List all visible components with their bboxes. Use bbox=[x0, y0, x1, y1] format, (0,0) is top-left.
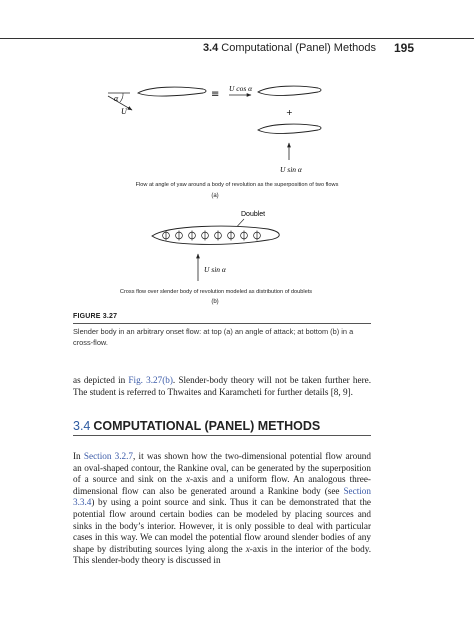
plus-sign: + bbox=[286, 108, 293, 117]
figure-3-27 bbox=[0, 70, 474, 310]
paragraph-text-3: -axis and a uniform flow. An analogous three-dimensional flow can also be generated around a Rankine body (see bbox=[73, 474, 371, 496]
paragraph-panel-methods bbox=[73, 451, 371, 567]
u-label: U bbox=[121, 107, 127, 116]
paragraph-continuation-text-1: as depicted in bbox=[73, 375, 129, 385]
panel-b-tag: (b) bbox=[211, 299, 219, 305]
paragraph-continuation bbox=[73, 375, 371, 398]
body-cross-flow bbox=[258, 124, 321, 133]
paragraph-text-4: ) by using a point source and sink. Thus it can be demonstrated that the potential flow around certain bodies can be modeled by placing sources and sinks in the body’s interior. However, it is only possible to deal with particular cases in this way. We can model the potential flow around slender bodies of any shape by distributing sources lying along the bbox=[73, 497, 371, 554]
angle-arc bbox=[120, 93, 123, 102]
usin-label-b: U sin α bbox=[204, 265, 226, 274]
paragraph-text-5: -axis in the interior of the body. This slender-body theory is discussed in bbox=[73, 543, 371, 566]
alpha-label: α bbox=[114, 94, 119, 103]
section-heading-title: COMPUTATIONAL (PANEL) METHODS bbox=[93, 419, 321, 433]
panel-a-tag: (a) bbox=[211, 193, 219, 199]
figure-label: FIGURE 3.27 bbox=[73, 313, 118, 320]
ucos-label: U cos α bbox=[229, 84, 253, 93]
body-axial-flow bbox=[258, 86, 321, 95]
paragraph-continuation-text-2: . Slender-body theory will not be taken further here. The student is referred to Thwaites and Karamcheti for further details [8, 9]. bbox=[73, 375, 371, 397]
page-header bbox=[0, 38, 474, 58]
section-3-3-4-link[interactable]: Section 3.3.4 bbox=[73, 485, 371, 508]
page-number: 195 bbox=[393, 41, 414, 55]
running-head bbox=[203, 42, 376, 54]
panel-b-caption: Cross flow over slender body of revolution modeled as distribution of doublets bbox=[119, 289, 313, 295]
slender-body-a bbox=[138, 87, 206, 96]
onset-flow-arrow bbox=[108, 96, 132, 110]
panel-a-caption: Flow at angle of yaw around a body of revolution as the superposition of two flows bbox=[135, 182, 339, 188]
paragraph-text-1: In bbox=[73, 451, 84, 461]
panel-a bbox=[108, 84, 339, 199]
equivalence-sign: ≡ bbox=[211, 89, 220, 100]
section-heading-number: 3.4 bbox=[73, 419, 91, 433]
section-heading bbox=[73, 419, 371, 436]
panel-b bbox=[120, 211, 312, 305]
section-3-2-7-link[interactable]: Section 3.2.7 bbox=[83, 451, 134, 461]
header-rule bbox=[0, 38, 474, 39]
figure-caption-rule bbox=[73, 323, 371, 324]
x-axis-symbol-2: x bbox=[245, 543, 250, 554]
doublet-label: Doublet bbox=[241, 211, 266, 218]
usin-label-a: U sin α bbox=[280, 165, 302, 174]
figure-3-27b-link[interactable]: Fig. 3.27(b) bbox=[128, 375, 173, 385]
running-head-title: Computational (Panel) Methods bbox=[221, 42, 376, 54]
figure-caption: Slender body in an arbitrary onset flow: at top (a) an angle of attack; at bottom (b) in a cross-flow. bbox=[73, 327, 354, 347]
running-head-section-number: 3.4 bbox=[202, 42, 219, 54]
paragraph-text-2: , it was shown how the two-dimensional potential flow around an oval-shaped contour, the Rankine oval, can be generated by the superposition of a source and sink on the bbox=[73, 451, 371, 485]
x-axis-symbol-1: x bbox=[185, 474, 191, 485]
